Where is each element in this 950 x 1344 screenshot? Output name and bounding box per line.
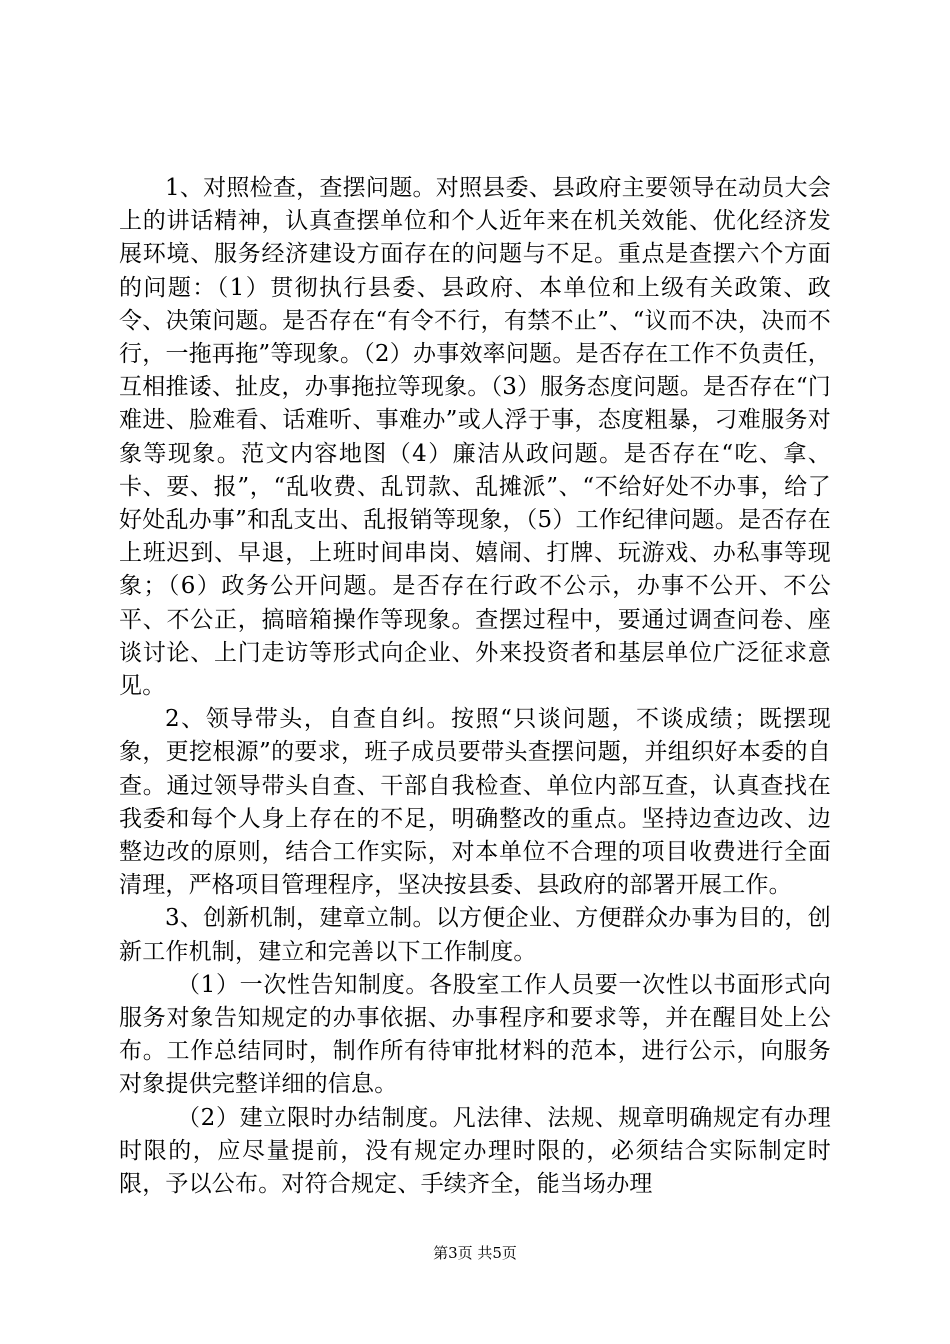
paragraph-1: 1、对照检查，查摆问题。对照县委、县政府主要领导在动员大会上的讲话精神，认真查摆单位和个人近年来在机关效能、优化经济发展环境、服务经济建设方面存在的问题与不足。重点是查摆六个方面的问题：（1）贯彻执行县委、县政府、本单位和上级有关政策、政令、决策问题。是否存在“有令不行，有禁不止”、“议而不决，决而不行，一拖再拖”等现象。（2）办事效率问题。是否存在工作不负责任，互相推诿、扯皮，办事拖拉等现象。（3）服务态度问题。是否存在“门难进、脸难看、话难听、事难办”或人浮于事，态度粗暴，刁难服务对象等现象。范文内容地图（4）廉洁从政问题。是否存在“吃、拿、卡、要、报”，“乱收费、乱罚款、乱摊派”、“不给好处不办事，给了好处乱办事”和乱支出、乱报销等现象，（5）工作纪律问题。是否存在上班迟到、早退，上班时间串岗、嬉闹、打牌、玩游戏、办私事等现象；（6）政务公开问题。是否存在行政不公示，办事不公开、不公平、不公正，搞暗箱操作等现象。查摆过程中，要通过调查问卷、座谈讨论、上门走访等形式向企业、外来投资者和基层单位广泛征求意见。 xyxy=(119,175,831,700)
page-footer: 第3页 共5页 xyxy=(433,1244,517,1262)
paragraph-2: 2、领导带头，自查自纠。按照“只谈问题，不谈成绩；既摆现象，更挖根源”的要求，班子成员要带头查摆问题，并组织好本委的自查。通过领导带头自查、干部自我检查、单位内部互查，认真查找在我委和每个人身上存在的不足，明确整改的重点。坚持边查边改、边整边改的原则，结合工作实际，对本单位不合理的项目收费进行全面清理，严格项目管理程序，坚决按县委、县政府的部署开展工作。 xyxy=(119,706,831,899)
paragraph-3: 3、创新机制，建章立制。以方便企业、方便群众办事为目的，创新工作机制，建立和完善以下工作制度。 xyxy=(119,905,831,965)
document-body xyxy=(119,172,831,1201)
paragraph-4: （1）一次性告知制度。各股室工作人员要一次性以书面形式向服务对象告知规定的办事依据、办事程序和要求等，并在醒目处上公布。工作总结同时，制作所有待审批材料的范本，进行公示，向服务对象提供完整详细的信息。 xyxy=(119,971,831,1098)
paragraph-5: （2）建立限时办结制度。凡法律、法规、规章明确规定有办理时限的，应尽量提前，没有规定办理时限的，必须结合实际制定时限，予以公布。对符合规定、手续齐全，能当场办理 xyxy=(119,1104,831,1198)
